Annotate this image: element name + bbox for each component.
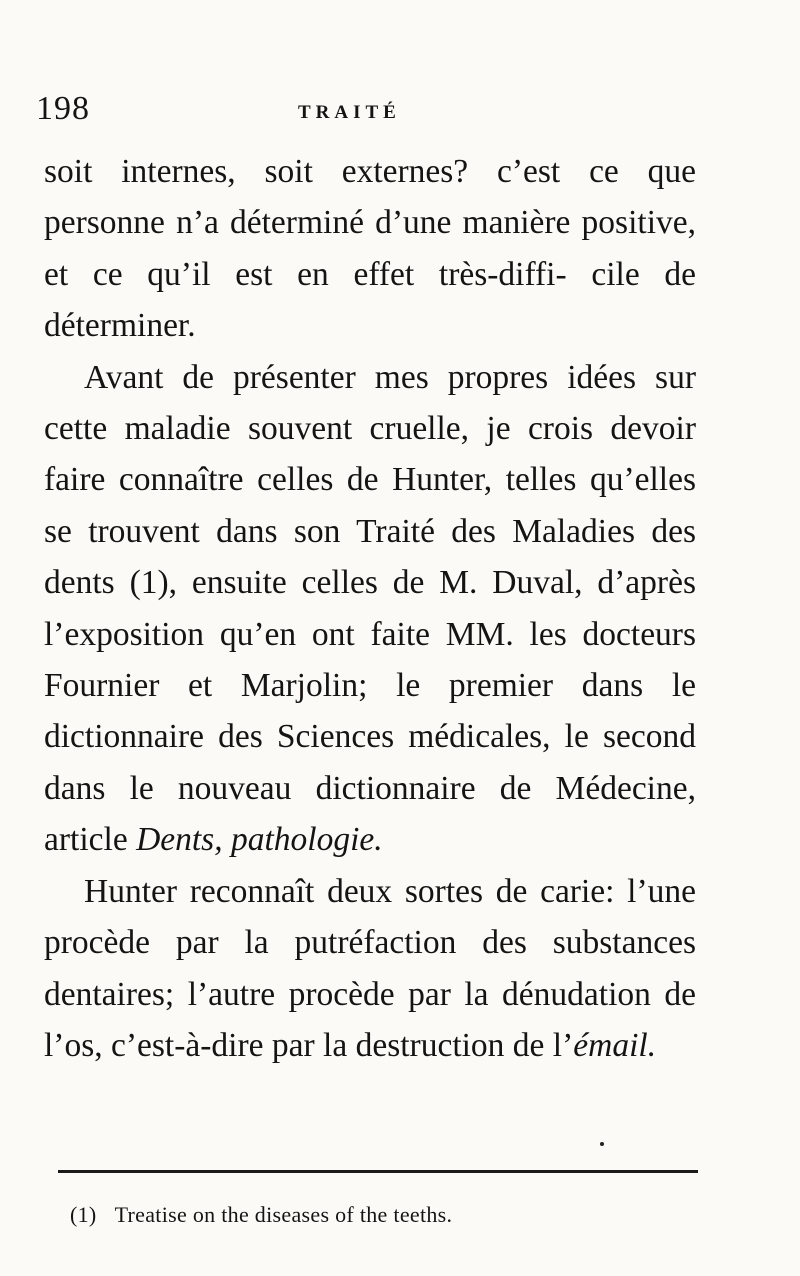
body-text	[44, 146, 696, 1071]
paragraph-hunter-intro-text: Avant de présenter mes propres idées sur cette maladie souvent cruelle, je crois devoir faire connaître celles de Hunter, telles qu’elles se trouvent dans son Traité des Maladies des dents (1), ensuite celles de M. Duval, d’après l’exposition qu’en ont faite MM. les docteurs Fournier et Marjolin; le premier dans le dictionnaire des Sciences médicales, le second dans le nouveau dictionnaire de Médecine, article	[44, 358, 696, 859]
running-title: TRAITÉ	[298, 102, 401, 123]
ink-speck	[600, 1142, 604, 1146]
page-number: 198	[36, 90, 90, 127]
italic-email: émail.	[573, 1026, 657, 1064]
article-reference: Dents, pathologie.	[136, 821, 383, 859]
paragraph-carie-types-text: Hunter reconnaît deux sortes de carie: l’une procède par la putréfaction des substances dentaires; l’autre procède par la dénudation de l’os, c’est-à-dire par la destruction de l’	[44, 872, 696, 1064]
footnote-text: Treatise on the diseases of the teeths.	[114, 1202, 453, 1227]
paragraph-continuation: soit internes, soit externes? c’est ce que personne n’a déterminé d’une manière positive, et ce qu’il est en effet très-diffi- cile de déterminer.	[44, 153, 696, 345]
paragraph-hunter-intro	[44, 352, 696, 866]
page-header	[30, 90, 670, 140]
footnote-rule	[58, 1170, 698, 1173]
footnote	[70, 1202, 452, 1228]
paragraph-carie-types	[44, 866, 696, 1072]
footnote-marker: (1)	[70, 1202, 97, 1227]
